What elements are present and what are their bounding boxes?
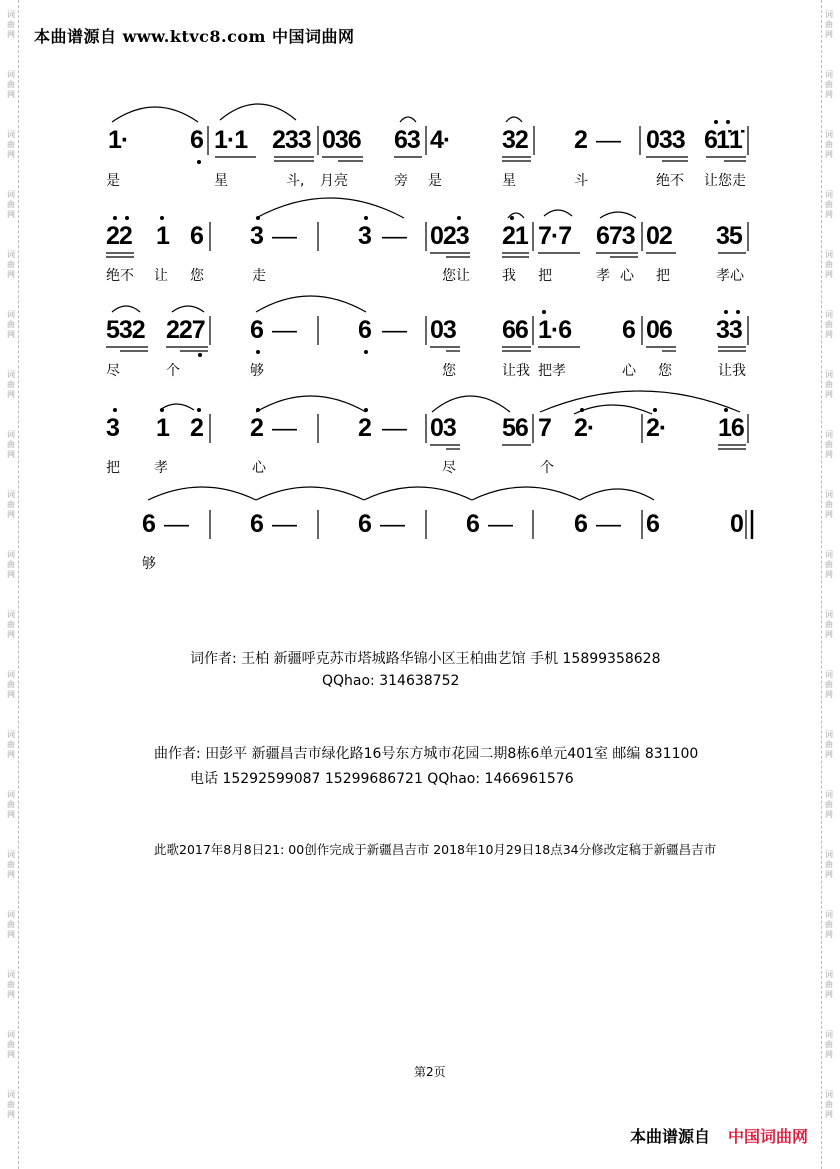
note: 2·: [574, 414, 595, 442]
lyric: 走: [252, 268, 266, 284]
side-watermark-text: 词曲网: [825, 670, 833, 699]
lyric: 尽: [442, 460, 456, 476]
lyric: 够: [250, 363, 264, 379]
note: 6: [190, 126, 203, 154]
note: —: [272, 222, 296, 250]
side-watermark-text: 词曲网: [825, 850, 833, 879]
side-watermark-text: 词曲网: [7, 970, 15, 999]
lyric: 是: [428, 173, 442, 189]
note: 227: [166, 316, 205, 344]
page-number: 第2页: [414, 1065, 446, 1079]
side-watermark-text: 词曲网: [825, 190, 833, 219]
side-watermark-text: 词曲网: [7, 430, 15, 459]
note: 22: [106, 222, 132, 250]
side-watermark-text: 词曲网: [825, 970, 833, 999]
note: 1·6: [538, 316, 572, 344]
note: —: [272, 510, 296, 538]
note: 21: [502, 222, 528, 250]
note: 33: [716, 316, 742, 344]
note: 6: [142, 510, 155, 538]
lyric: 心: [620, 268, 634, 284]
note: 1: [156, 414, 169, 442]
lyric: 把: [106, 460, 120, 476]
note: 2: [250, 414, 263, 442]
note: 6: [190, 222, 203, 250]
note: 6: [358, 316, 371, 344]
note: —: [382, 316, 406, 344]
note: 35: [716, 222, 742, 250]
note: 023: [430, 222, 469, 250]
note: —: [380, 510, 404, 538]
note: —: [596, 510, 620, 538]
side-watermark-text: 词曲网: [7, 250, 15, 279]
note: —: [164, 510, 188, 538]
side-watermark-text: 词曲网: [7, 610, 15, 639]
side-watermark-text: 词曲网: [7, 910, 15, 939]
lyric: 孝心: [716, 268, 744, 284]
note: —: [382, 414, 406, 442]
side-watermark-text: 词曲网: [7, 850, 15, 879]
note: 6: [574, 510, 587, 538]
side-watermark-text: 词曲网: [825, 310, 833, 339]
side-watermark-text: 词曲网: [7, 550, 15, 579]
lyric: 尽: [106, 363, 120, 379]
lyricist-qq: QQhao: 314638752: [322, 673, 460, 689]
composition-note: 此歌2017年8月8日21: 00创作完成于新疆昌吉市 2018年10月29日18点34分修改定稿于新疆昌吉市: [154, 842, 717, 857]
page-header: 本曲谱源自 www.ktvc8.com 中国词曲网: [34, 27, 355, 46]
lyric: 把孝: [538, 363, 566, 379]
lyric: 心: [622, 363, 636, 379]
note: 03: [430, 316, 456, 344]
lyric: 您: [442, 363, 456, 379]
lyric: 够: [142, 556, 156, 572]
note: 1·: [108, 126, 129, 154]
note: 6: [250, 316, 263, 344]
lyric: 我: [502, 268, 516, 284]
side-watermark-text: 词曲网: [825, 1090, 833, 1119]
note: 32: [502, 126, 528, 154]
lyric: 星: [214, 173, 228, 189]
note: 233: [272, 126, 311, 154]
note: 6: [646, 510, 659, 538]
side-watermark-text: 词曲网: [7, 1090, 15, 1119]
lyric: 让您走: [704, 173, 746, 189]
lyric: 您: [658, 363, 672, 379]
lyric: 绝不: [656, 173, 684, 189]
lyric: 让我: [502, 363, 530, 379]
side-watermark-text: 词曲网: [7, 670, 15, 699]
note: 4·: [430, 126, 451, 154]
side-watermark-text: 词曲网: [825, 550, 833, 579]
side-watermark-text: 词曲网: [825, 130, 833, 159]
note: —: [382, 222, 406, 250]
side-watermark-text: 词曲网: [825, 370, 833, 399]
note: 1·1: [214, 126, 248, 154]
note: 56: [502, 414, 528, 442]
lyric: 孝: [154, 460, 168, 476]
side-watermark-text: 词曲网: [825, 490, 833, 519]
lyric: 心: [252, 460, 266, 476]
side-watermark-text: 词曲网: [7, 190, 15, 219]
note: 6: [466, 510, 479, 538]
side-watermark-text: 词曲网: [825, 790, 833, 819]
composer-info: 曲作者: 田彭平 新疆昌吉市绿化路16号东方城市花园二期8栋6单元401室 邮编 831100: [154, 746, 699, 762]
note: 2: [190, 414, 203, 442]
note: 16: [718, 414, 744, 442]
note: 673: [596, 222, 635, 250]
lyric: 个: [540, 460, 554, 476]
lyric: 绝不: [106, 268, 134, 284]
note: 03: [430, 414, 456, 442]
side-watermark-text: 词曲网: [825, 610, 833, 639]
lyric: 孝: [596, 268, 610, 284]
lyricist-info: 词作者: 王柏 新疆呼克苏市塔城路华锦小区王柏曲艺馆 手机 15899358628: [190, 651, 661, 667]
note: 06: [646, 316, 672, 344]
note: 3: [250, 222, 263, 250]
lyric: 星: [502, 173, 516, 189]
lyric: 让我: [718, 363, 746, 379]
note: 036: [322, 126, 361, 154]
side-watermark-text: 词曲网: [825, 430, 833, 459]
note: —: [488, 510, 512, 538]
note: —: [272, 414, 296, 442]
side-watermark-text: 词曲网: [7, 490, 15, 519]
lyric: 让: [154, 268, 168, 284]
note: 6: [358, 510, 371, 538]
composer-phone: 电话 15292599087 15299686721 QQhao: 1466961576: [190, 771, 574, 787]
lyric: 您让: [442, 268, 470, 284]
side-watermark-text: 词曲网: [825, 1030, 833, 1059]
lyric: 旁: [394, 173, 408, 189]
note: 02: [646, 222, 672, 250]
lyric: 您: [190, 268, 204, 284]
lyric: 斗,: [286, 173, 305, 189]
note: —: [596, 126, 620, 154]
lyric: 是: [106, 173, 120, 189]
footer-site-link[interactable]: 中国词曲网: [727, 1127, 808, 1146]
note: 63: [394, 126, 420, 154]
note: 66: [502, 316, 528, 344]
side-watermark-text: 词曲网: [7, 730, 15, 759]
side-watermark-text: 词曲网: [7, 1030, 15, 1059]
note: 2: [358, 414, 371, 442]
note: 033: [646, 126, 685, 154]
note: 7: [538, 414, 551, 442]
lyric: 把: [538, 268, 552, 284]
footer-source: [630, 1124, 808, 1147]
side-watermark-text: 词曲网: [7, 790, 15, 819]
side-watermark-text: 词曲网: [825, 10, 833, 39]
note: 0: [730, 510, 743, 538]
footer-prefix: 本曲谱源自: [629, 1127, 710, 1146]
note: —: [272, 316, 296, 344]
note: 3: [358, 222, 371, 250]
note: 6: [704, 126, 717, 154]
note: 1: [156, 222, 169, 250]
lyric: 个: [166, 363, 180, 379]
side-watermark-text: 词曲网: [7, 70, 15, 99]
note: 2: [574, 126, 587, 154]
note: 3: [106, 414, 119, 442]
note: 6: [622, 316, 635, 344]
side-watermark-text: 词曲网: [7, 370, 15, 399]
lyric: 月亮: [320, 173, 348, 189]
side-watermark-text: 词曲网: [825, 910, 833, 939]
side-watermark-text: 词曲网: [825, 250, 833, 279]
side-watermark-text: 词曲网: [7, 130, 15, 159]
side-watermark-text: 词曲网: [7, 10, 15, 39]
note: 7·7: [538, 222, 572, 250]
side-watermark-text: 词曲网: [825, 70, 833, 99]
lyric: 斗: [574, 173, 588, 189]
note: 2·: [646, 414, 667, 442]
note: 6: [250, 510, 263, 538]
side-watermark-text: 词曲网: [7, 310, 15, 339]
note: 1̇1̇: [716, 126, 742, 154]
side-watermark-text: 词曲网: [825, 730, 833, 759]
lyric: 把: [656, 268, 670, 284]
note: 532: [106, 316, 145, 344]
